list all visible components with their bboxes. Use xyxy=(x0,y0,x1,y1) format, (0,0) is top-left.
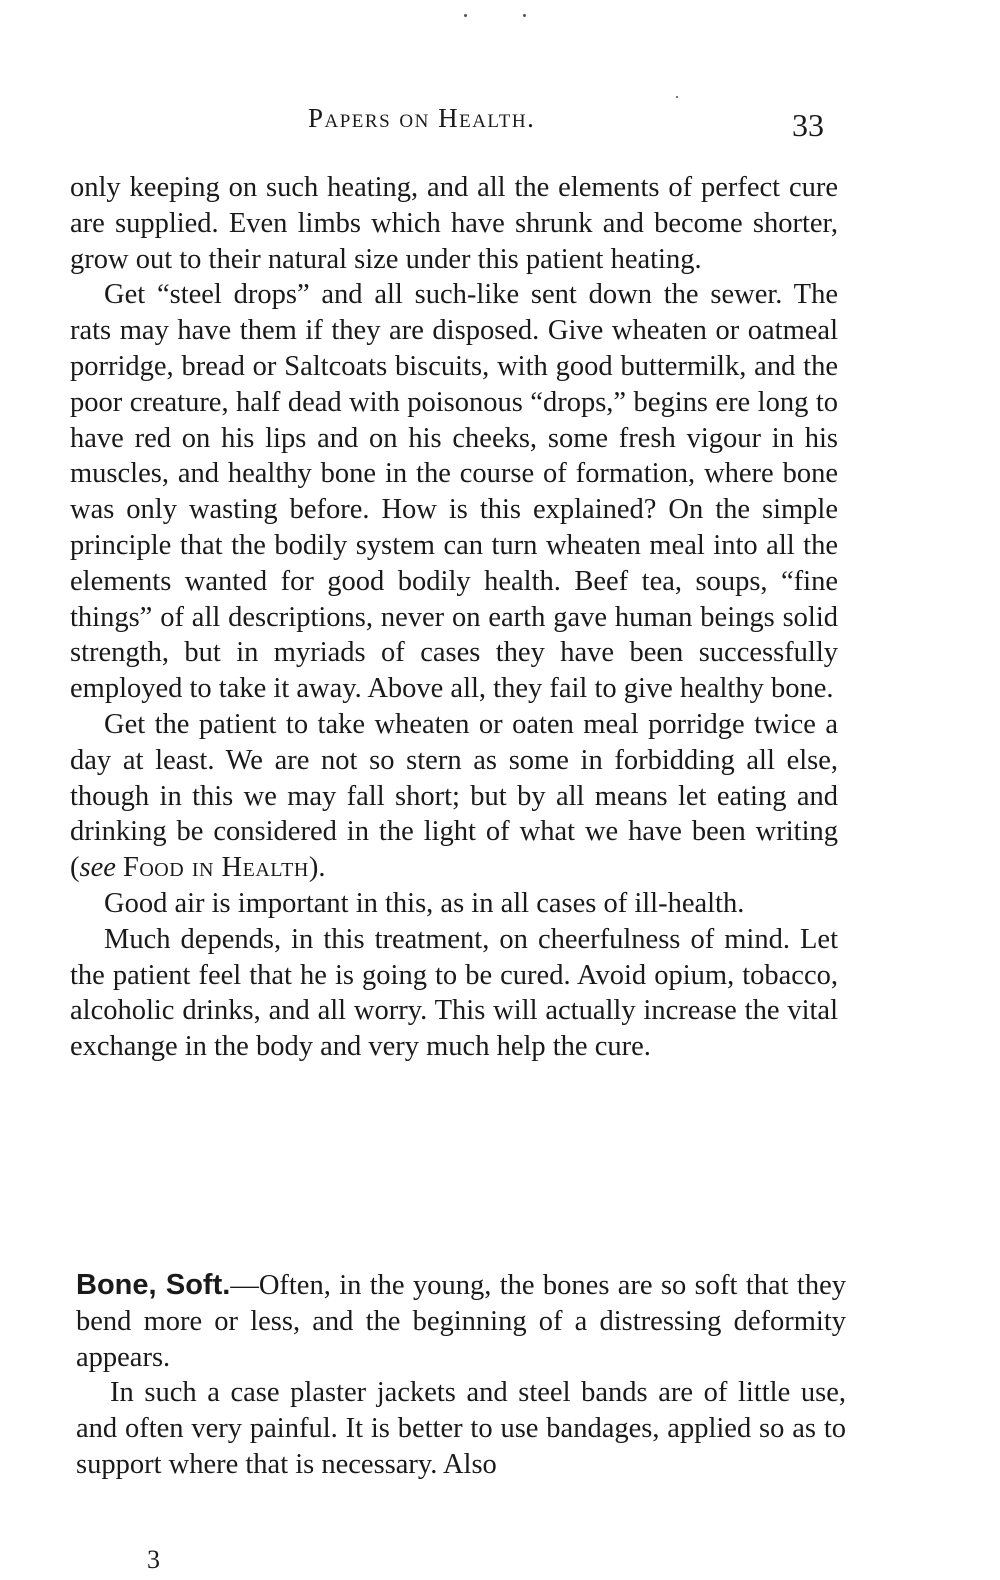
print-speck xyxy=(523,14,526,17)
paragraph-good-air: Good air is important in this, as in all cases of ill-health. xyxy=(104,887,745,919)
paragraph-porridge xyxy=(70,707,838,886)
print-speck xyxy=(464,14,467,17)
porridge-text-end: ). xyxy=(308,852,326,884)
paragraph-continuation: only keeping on such heating, and all the elements of perfect cure are supplied. Even limbs which have shrunk and become shorter, grow out to their natural size under this patient heating. xyxy=(70,172,838,275)
paragraph-cheerfulness: Much depends, in this treatment, on cheerfulness of mind. Let the patient feel that he is going to be cured. Avoid opium, tobacco, alcoholic drinks, and all worry. This will actually increase the vital exchange in the body and very much help the cure. xyxy=(70,923,838,1063)
print-speck xyxy=(676,96,678,98)
paragraph-steel-drops: Get “steel drops” and all such-like sent down the sewer. The rats may have them if they are disposed. Give wheaten or oatmeal porridge, bread or Saltcoats biscuits, with good buttermilk, and the poor creature, half dead with poisonous “drops,” begins ere long to have red on his lips and on his cheeks, some fresh vigour in his muscles, and healthy bone in the course of formation, where bone was only wasting before. How is this explained? On the simple principle that the bodily system can turn wheaten meal into all the elements wanted for good bodily health. Beef tea, soups, “fine things” of all descriptions, never on earth gave human beings solid strength, but in myriads of cases they have been successfully employed to take it away. Above all, they fail to give healthy bone. xyxy=(70,279,838,705)
entry-paragraph-bandages: In such a case plaster jackets and steel bands are of little use, and often very painful. It is better to use bandages, applied so as to support where that is necessary. Also xyxy=(76,1377,846,1480)
see-reference-word: see xyxy=(79,852,116,884)
entry-heading: Bone, Soft. xyxy=(76,1269,231,1301)
signature-mark: 3 xyxy=(147,1545,160,1574)
entry-lead-paragraph xyxy=(76,1268,846,1375)
page-number: 33 xyxy=(792,107,824,143)
cross-reference: Food in Health xyxy=(123,852,309,884)
entry-bone-soft xyxy=(76,1268,846,1483)
running-head xyxy=(0,103,1000,143)
body-text xyxy=(70,170,838,1065)
porridge-text: Get the patient to take wheaten or oaten meal porridge twice a day at least. We are not so stern as some in forbidding all else, though in this we may fall short; but by all means let eating and drinking be considered in the light of what we have been writing ( xyxy=(70,708,838,884)
running-title: Papers on Health. xyxy=(308,103,536,133)
entry-lead-text: —Often, in the young, the bones are so soft that they bend more or less, and the beginning of a distressing deformity appears. xyxy=(76,1270,847,1373)
